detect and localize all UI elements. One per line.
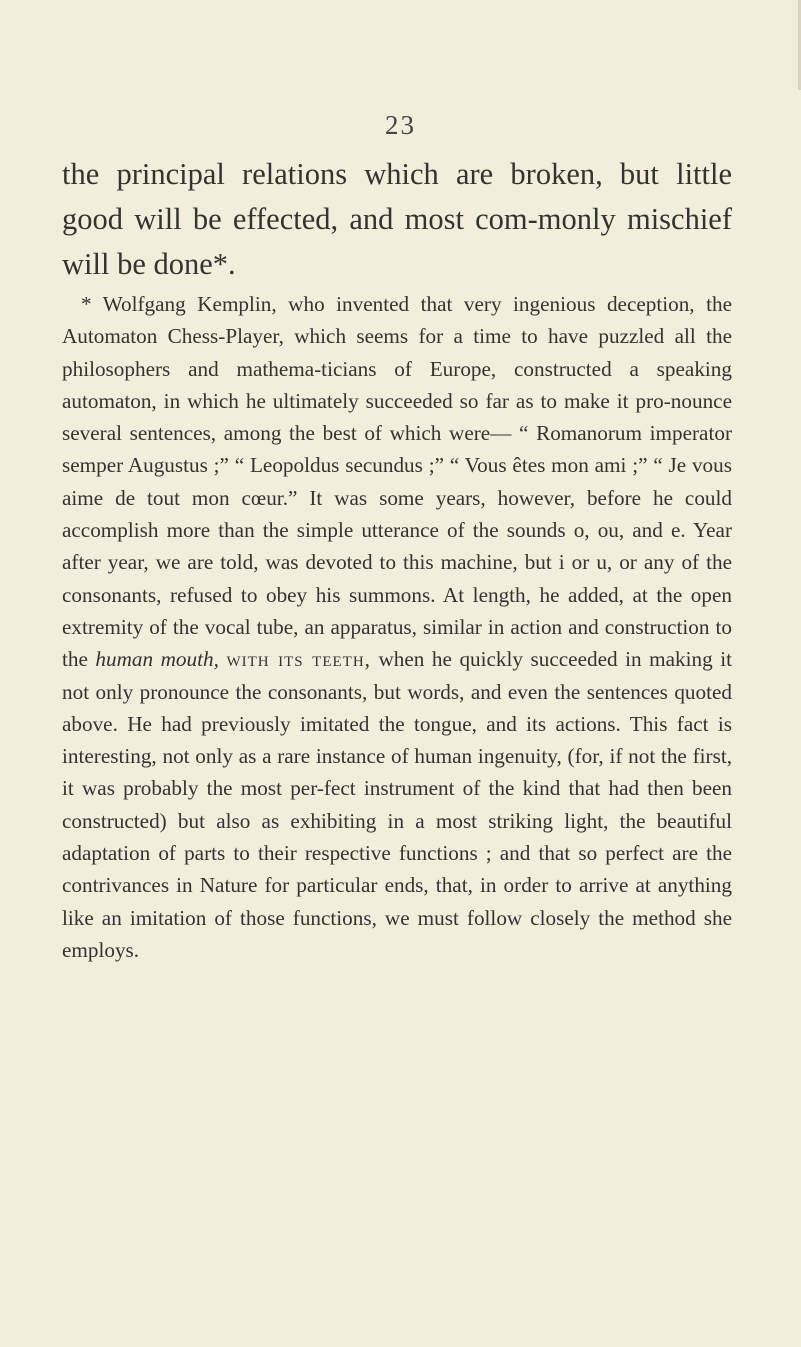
page-number: 23 xyxy=(385,110,416,140)
footnote-small-caps: with its teeth, xyxy=(226,647,371,672)
footnote-emphasis: human mouth, xyxy=(95,647,219,672)
footnote-paragraph xyxy=(62,288,732,966)
footnote xyxy=(62,288,732,966)
body-paragraph: the principal relations which are broken, but little good will be effected, and most com-monly mischief will be done*. xyxy=(62,157,732,281)
footnote-text-part2: when he quickly succeeded in making it not only pronounce the consonants, but words, and even the sentences quoted above. He had previously imitated the tongue, and its actions. This fact is interesting, not only as a rare instance of human ingenuity, (for, if not the first, it was probably the most per-fect instrument of the kind that had then been constructed) but also as exhibiting in a most striking light, the beautiful adaptation of parts to their respective functions ; and that so perfect are the contrivances in Nature for particular ends, that, in order to arrive at anything like an imitation of those functions, we must follow closely the method she employs. xyxy=(62,647,732,962)
footnote-text-part1: * Wolfgang Kemplin, who invented that very ingenious deception, the Automaton Chess-Player, which seems for a time to have puzzled all the philosophers and mathema-ticians of Europe, constructed a speaking automaton, in which he ultimately succeeded so far as to make it pro-nounce several sentences, among the best of which were— “ Romanorum imperator semper Augustus ;” “ Leopoldus secundus ;” “ Vous êtes mon ami ;” “ Je vous aime de tout mon cœur.” It was some years, however, before he could accomplish more than the simple utterance of the sounds o, ou, and e. Year after year, we are told, was devoted to this machine, but i or u, or any of the consonants, refused to obey his summons. At length, he added, at the open extremity of the vocal tube, an apparatus, similar in action and construction to the xyxy=(62,292,732,672)
